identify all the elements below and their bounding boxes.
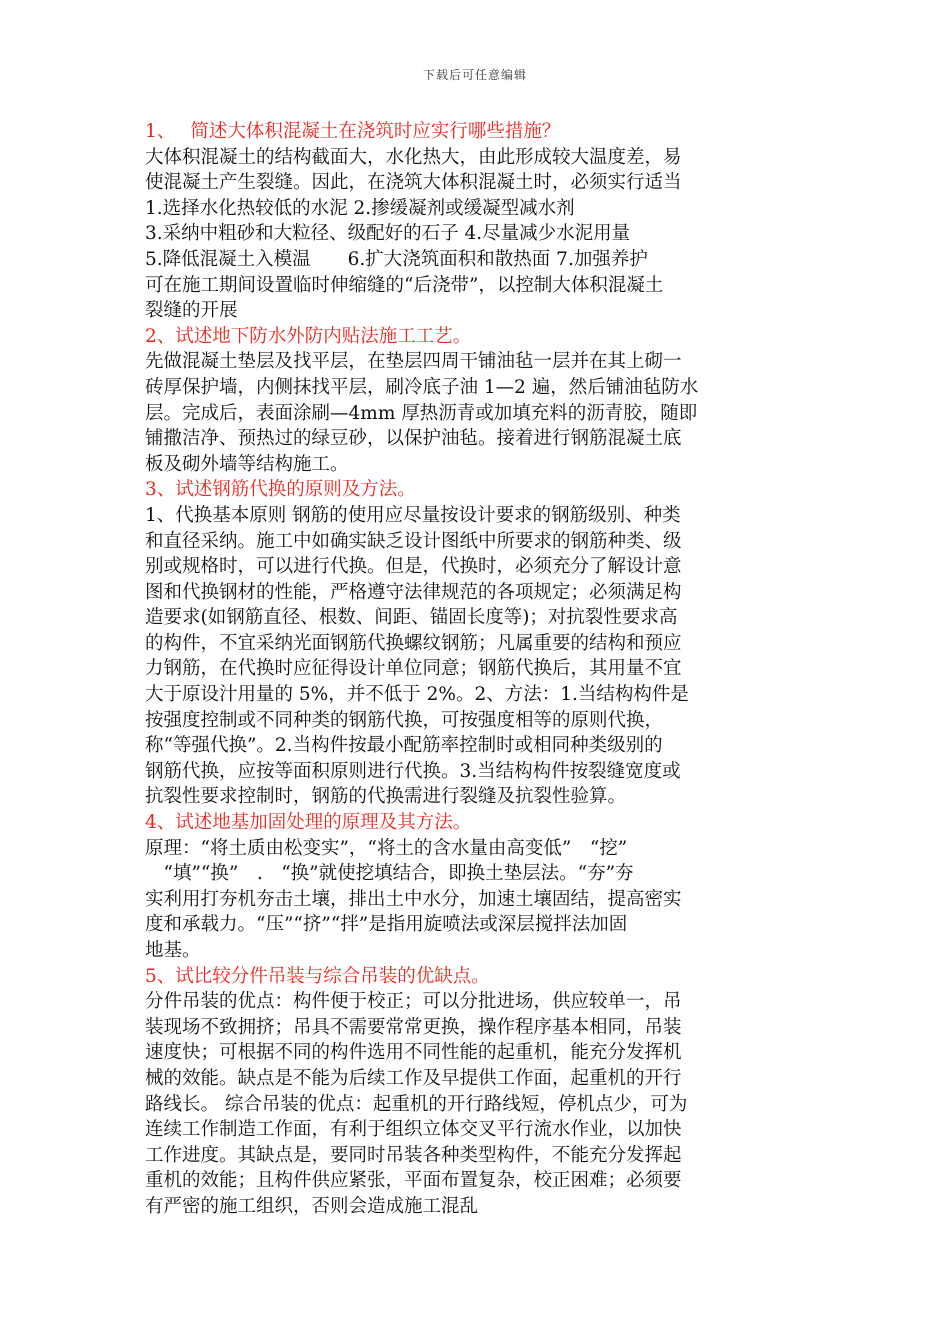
question-heading: 4、试述地基加固处理的原理及其方法。 [145, 812, 472, 834]
body-text-line: 和直径采纳。施工中如确实缺乏设计图纸中所要求的钢筋种类、级 [145, 530, 682, 552]
body-text-line: 按强度控制或不同种类的钢筋代换，可按强度相等的原则代换， [145, 709, 664, 731]
body-text-line: 度和承载力。“压”“挤”“拌”是指用旋喷法或深层搅拌法加固 [145, 914, 628, 936]
body-text-line: 连续工作制造工作面，有利于组织立体交叉平行流水作业，以加快 [145, 1119, 682, 1141]
body-text-line: 工作进度。其缺点是，要同时吊装各种类型构件，不能充分发挥起 [145, 1144, 682, 1166]
body-text-line: 砖厚保护墙，内侧抹找平层，刷冷底子油 1—2 遍，然后铺油毡防水 [145, 376, 699, 398]
body-text-line: 大体积混凝土的结构截面大，水化热大，由此形成较大温度差，易 [145, 146, 682, 168]
body-text-line: 裂缝的开展 [145, 300, 238, 322]
body-text-line: 3.采纳中粗砂和大粒径、级配好的石子 4.尽量减少水泥用量 [145, 223, 631, 245]
body-text-line: 称“等强代换”。2.当构件按最小配筋率控制时或相同种类级别的 [145, 735, 663, 757]
body-text-line: 板及砌外墙等结构施工。 [145, 453, 349, 475]
body-text-line: 装现场不致拥挤；吊具不需要常常更换，操作程序基本相同，吊装 [145, 1016, 682, 1038]
body-text-line: 钢筋代换，应按等面积原则进行代换。3.当结构构件按裂缝宽度或 [145, 760, 681, 782]
body-text-line: 1.选择水化热较低的水泥 2.掺缓凝剂或缓凝型减水剂 [145, 197, 575, 219]
document-body [145, 119, 810, 1220]
body-text-line: 铺撒洁净、预热过的绿豆砂，以保护油毡。接着进行钢筋混凝土底 [145, 428, 682, 450]
body-text-line: 路线长。 综合吊装的优点：起重机的开行路线短，停机点少，可为 [145, 1093, 688, 1115]
body-text-line: 力钢筋，在代换时应征得设计单位同意；钢筋代换后，其用量不宜 [145, 658, 682, 680]
body-text-line: 使混凝土产生裂缝。因此，在浇筑大体积混凝土时，必须实行适当 [145, 172, 682, 194]
body-text-line: 1、代换基本原则 钢筋的使用应尽量按设计要求的钢筋级别、种类 [145, 504, 681, 526]
body-text-line: 层。完成后，表面涂刷—4mm 厚热沥青或加填充料的沥青胶，随即 [145, 402, 698, 424]
body-text-line: 实利用打夯机夯击土壤，排出土中水分，加速土壤固结，提高密实 [145, 888, 682, 910]
body-text-line: 造要求(如钢筋直径、根数、间距、锚固长度等)；对抗裂性要求高 [145, 607, 678, 629]
body-text-line: 地基。 [145, 940, 201, 961]
body-text-line: 分件吊装的优点：构件便于校正；可以分批进场，供应较单一，吊 [145, 991, 682, 1013]
body-text-line: 抗裂性要求控制时，钢筋的代换需进行裂缝及抗裂性验算。 [145, 786, 627, 808]
body-text-line: 械的效能。缺点是不能为后续工作及早提供工作面，起重机的开行 [145, 1067, 682, 1089]
body-text-line: 速度快；可根据不同的构件选用不同性能的起重机，能充分发挥机 [145, 1042, 682, 1064]
body-text-line: 图和代换钢材的性能，严格遵守法律规范的各项规定；必须满足构 [145, 581, 682, 603]
question-heading: 5、试比较分件吊装与综合吊装的优缺点。 [145, 965, 490, 987]
body-text-line: 原理：“将土质由松变实”，“将土的含水量由高变低” “挖” [145, 837, 628, 859]
body-text-line: 大于原设汁用量的 5%，并不低于 2%。2、方法：1.当结构构件是 [145, 684, 689, 706]
body-text-line: 重机的效能；且构件供应紧张，平面布置复杂，校正困难；必须要 [145, 1170, 682, 1192]
body-text-line: 5.降低混凝土入模温 6.扩大浇筑面积和散热面 7.加强养护 [145, 248, 648, 270]
body-text-line: 的构件，不宜采纳光面钢筋代换螺纹钢筋；凡属重要的结构和预应 [145, 632, 682, 654]
body-text-line: 别或规格时，可以进行代换。但是，代换时，必须充分了解设计意 [145, 556, 682, 578]
body-text-line: 有严密的施工组织，否则会造成施工混乱 [145, 1195, 479, 1217]
question-heading: 3、试述钢筋代换的原则及方法。 [145, 479, 416, 501]
question-heading: 1、 简述大体积混凝土在浇筑时应实行哪些措施？ [145, 121, 561, 142]
page-header: 下载后可任意编辑 [422, 68, 527, 82]
question-heading: 2、试述地下防水外防内贴法施工工艺。 [145, 325, 472, 347]
body-text-line: 先做混凝土垫层及找平层，在垫层四周干铺油毡一层并在其上砌一 [145, 351, 682, 373]
body-text-line: 可在施工期间设置临时伸缩缝的“后浇带”，以控制大体积混凝土 [145, 274, 664, 296]
body-text-line: “填”“换” . “换”就使挖填结合，即换土垫层法。“夯”夯 [145, 863, 634, 885]
